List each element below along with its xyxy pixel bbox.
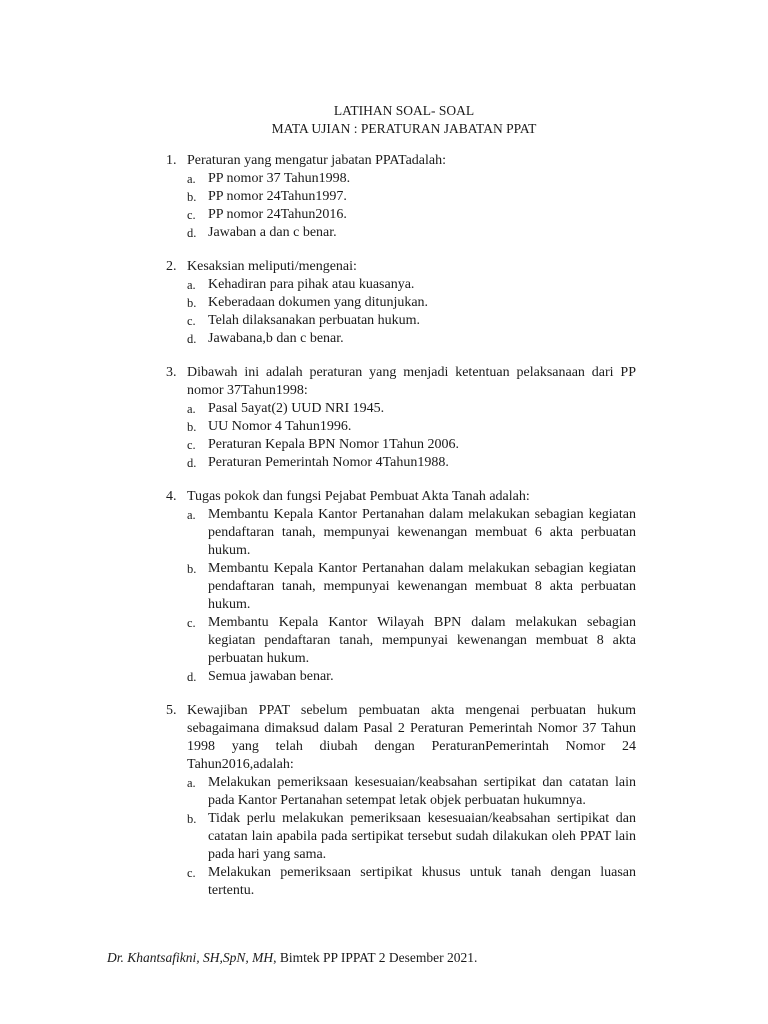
option-text: Pasal 5ayat(2) UUD NRI 1945. — [208, 401, 385, 416]
option-letter: c. — [187, 866, 196, 880]
option-letter: b. — [187, 420, 197, 434]
option-letter: a. — [187, 776, 196, 790]
document-title: LATIHAN SOAL- SOAL — [333, 103, 475, 118]
question-stem — [166, 152, 636, 170]
option-letter: b. — [187, 296, 197, 310]
option-letter: b. — [187, 562, 197, 576]
question-list — [166, 152, 636, 916]
option-letter: d. — [187, 670, 197, 684]
option-letter: d. — [187, 332, 197, 346]
option-text: PP nomor 37 Tahun1998. — [208, 171, 351, 186]
option-letter: c. — [187, 208, 196, 222]
option-letter: c. — [187, 314, 196, 328]
option-item — [166, 400, 636, 418]
question-number: 5. — [166, 703, 177, 718]
option-text: PP nomor 24Tahun2016. — [208, 207, 347, 222]
question-text: Kewajiban PPAT sebelum pembuatan akta mengenai perbuatan hukum sebagaimana dimaksud dalam Pasal 2 Peraturan Pemerintah Nomor 37 Tahun 1998 yang telah diubah dengan PeraturanPemerintah Nomor 24 Tahun2016,adalah: — [187, 703, 636, 772]
option-text: Melakukan pemeriksaan kesesuaian/keabsahan sertipikat dan catatan lain pada Kantor Pertanahan setempat letak objek perbuatan hukumnya. — [208, 775, 636, 808]
question-1 — [166, 152, 636, 242]
option-text: Membantu Kepala Kantor Pertanahan dalam melakukan sebagian kegiatan pendaftaran tanah, mempunyai kewenangan membuat 6 akta perbuatan hukum. — [208, 507, 636, 558]
option-text: Tidak perlu melakukan pemeriksaan kesesuaian/keabsahan sertipikat dan catatan lain apabila pada sertipikat tersebut sudah dilakukan oleh PPAT lain pada hari yang sama. — [208, 811, 636, 862]
option-letter: b. — [187, 190, 197, 204]
option-text: PP nomor 24Tahun1997. — [208, 189, 347, 204]
option-text: Kehadiran para pihak atau kuasanya. — [208, 277, 415, 292]
option-item — [166, 294, 636, 312]
option-letter: d. — [187, 226, 197, 240]
question-number: 1. — [166, 153, 177, 168]
option-list — [166, 170, 636, 242]
question-stem — [166, 702, 636, 774]
option-text: Semua jawaban benar. — [208, 669, 334, 684]
option-text: Membantu Kepala Kantor Wilayah BPN dalam melakukan sebagian kegiatan pendaftaran tanah, mempunyai kewenangan membuat 8 akta perbuatan hukum. — [208, 615, 636, 666]
option-item — [166, 312, 636, 330]
option-text: Jawabana,b dan c benar. — [208, 331, 344, 346]
footer — [107, 949, 477, 967]
option-item — [166, 560, 636, 614]
question-5 — [166, 702, 636, 900]
option-text: Keberadaan dokumen yang ditunjukan. — [208, 295, 429, 310]
document-header — [0, 102, 768, 138]
option-item — [166, 418, 636, 436]
option-text: Peraturan Pemerintah Nomor 4Tahun1988. — [208, 455, 449, 470]
option-item — [166, 330, 636, 348]
question-stem — [166, 364, 636, 400]
option-letter: a. — [187, 508, 196, 522]
option-item — [166, 506, 636, 560]
question-stem — [166, 258, 636, 276]
question-text: Dibawah ini adalah peraturan yang menjadi ketentuan pelaksanaan dari PP nomor 37Tahun1998: — [187, 365, 636, 398]
option-letter: a. — [187, 402, 196, 416]
option-item — [166, 614, 636, 668]
footer-event: , Bimtek PP IPPAT 2 Desember 2021. — [273, 950, 478, 965]
option-list — [166, 276, 636, 348]
option-item — [166, 810, 636, 864]
option-text: Jawaban a dan c benar. — [208, 225, 337, 240]
question-number: 3. — [166, 365, 177, 380]
question-number: 2. — [166, 259, 177, 274]
document-subtitle: MATA UJIAN : PERATURAN JABATAN PPAT — [271, 121, 537, 136]
option-item — [166, 454, 636, 472]
option-text: Melakukan pemeriksaan sertipikat khusus untuk tanah dengan luasan tertentu. — [208, 865, 636, 898]
option-text: Peraturan Kepala BPN Nomor 1Tahun 2006. — [208, 437, 459, 452]
question-3 — [166, 364, 636, 472]
question-number: 4. — [166, 489, 177, 504]
option-text: UU Nomor 4 Tahun1996. — [208, 419, 352, 434]
question-2 — [166, 258, 636, 348]
option-list — [166, 774, 636, 900]
option-item — [166, 224, 636, 242]
question-4 — [166, 488, 636, 686]
option-item — [166, 774, 636, 810]
option-item — [166, 170, 636, 188]
option-letter: a. — [187, 172, 196, 186]
option-item — [166, 206, 636, 224]
question-stem — [166, 488, 636, 506]
option-item — [166, 436, 636, 454]
option-letter: c. — [187, 438, 196, 452]
option-item — [166, 276, 636, 294]
question-text: Peraturan yang mengatur jabatan PPATadalah: — [187, 153, 446, 168]
option-letter: b. — [187, 812, 197, 826]
option-letter: d. — [187, 456, 197, 470]
question-text: Kesaksian meliputi/mengenai: — [187, 259, 357, 274]
option-letter: c. — [187, 616, 196, 630]
question-text: Tugas pokok dan fungsi Pejabat Pembuat Akta Tanah adalah: — [187, 489, 530, 504]
option-item — [166, 864, 636, 900]
option-letter: a. — [187, 278, 196, 292]
option-item — [166, 668, 636, 686]
option-list — [166, 400, 636, 472]
footer-author: Dr. Khantsafikni, SH,SpN, MH — [107, 950, 274, 965]
option-text: Membantu Kepala Kantor Pertanahan dalam melakukan sebagian kegiatan pendaftaran tanah, mempunyai kewenangan membuat 8 akta perbuatan hukum. — [208, 561, 636, 612]
option-list — [166, 506, 636, 686]
option-item — [166, 188, 636, 206]
option-text: Telah dilaksanakan perbuatan hukum. — [208, 313, 421, 328]
